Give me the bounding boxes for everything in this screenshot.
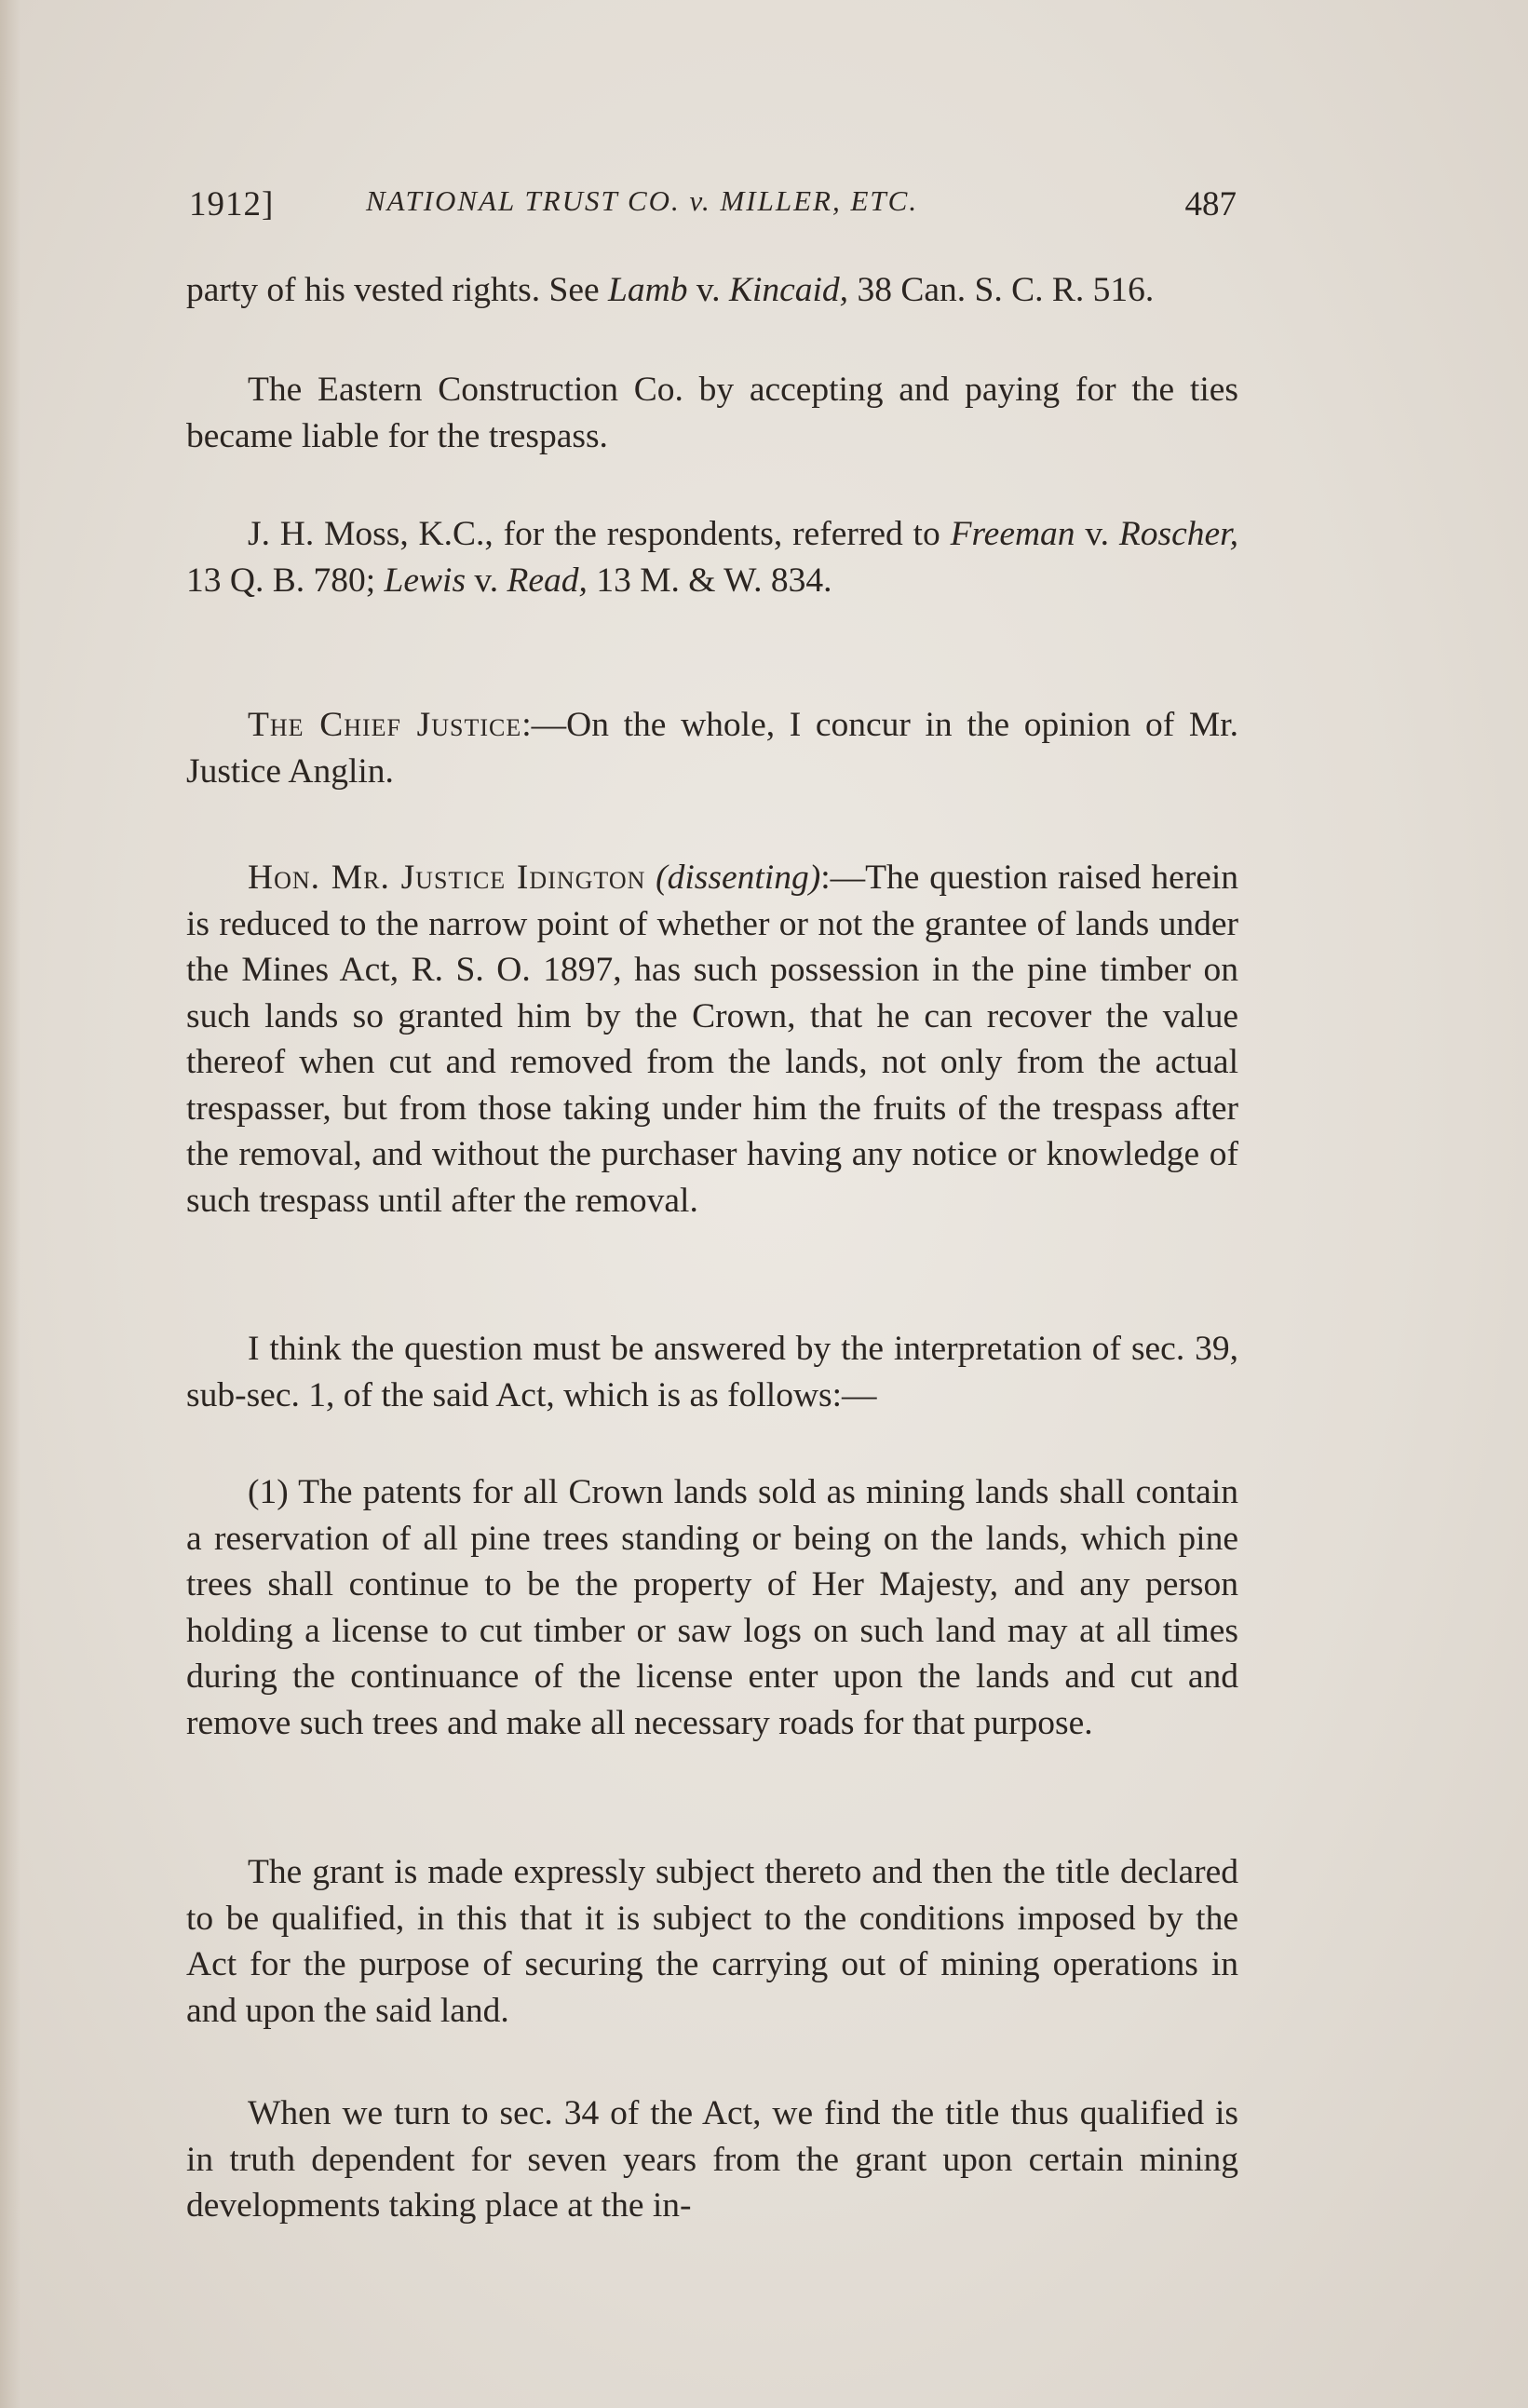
paragraph-8: The grant is made expressly subject thereto and then the title declared to be qualified, in this that it is subject to the conditions imposed by the Act for the purpose of securing the carrying out of mining operations in and upon the said land. [186,1853,1238,2030]
case-party-name: Kincaid, [728,271,849,309]
statute-quote: (1) The patents for all Crown lands sold as mining lands shall contain a reservation of all pine trees standing or being on the lands, which pine trees shall continue to be the property of Her Majesty, and any person holding a license to cut timber or saw logs on such land may at all times during the continuance of the license enter upon the lands and cut and remove such trees and make all necessary roads for that purpose. [186,1473,1238,1742]
page-binding-edge [0,0,20,2408]
paragraph-9: When we turn to sec. 34 of the Act, we find the title thus qualified is in truth dependent for seven years from the grant upon certain mining developments taking place at the in- [186,2094,1238,2225]
paragraph-2: The Eastern Construction Co. by accepting and paying for the ties became liable for the trespass. [186,371,1238,455]
speaker-name: Hon. Mr. Justice Idington [248,859,646,897]
paragraph-text: 13 Q. B. 780; [186,561,385,600]
paragraph-text: :—The question raised herein is reduced to the narrow point of whether or not the grantee of lands under the Mines Act, R. S. O. 1897, has such possession in the pine timber on such lands so granted him by the Crown, that he can recover the value thereof when cut and removed from the lands, not only from the actual trespasser, but from those taking under him the fruits of the trespass after the removal, and without the purchaser having any notice or knowledge of such trespass until after the removal. [186,859,1239,1220]
dissenting-note: (dissenting) [656,859,821,897]
case-party-name: Lewis [384,561,467,600]
header-year: 1912] [189,185,275,223]
paragraph-text: party of his vested rights. See [186,271,609,309]
case-party-name: Read, [507,561,588,600]
paragraph-text: v. [1075,515,1119,553]
paragraph-text: 13 M. & W. 834. [587,561,832,600]
page-header [189,184,1237,240]
paragraph-idington [186,855,1238,1224]
running-title: NATIONAL TRUST CO. v. MILLER, ETC. [366,184,919,217]
paragraph-text: J. H. Moss, K.C., for the respondents, referred to [248,515,951,553]
page-number: 487 [1184,185,1237,223]
paragraph-6: I think the question must be answered by the interpretation of sec. 39, sub-sec. 1, of the said Act, which is as follows:— [186,1330,1238,1414]
paragraph-1 [186,267,1238,314]
paragraph-chief-justice [186,702,1238,794]
speaker-name: The Chief Justice [248,706,522,744]
case-party-name: Lamb [608,271,688,309]
paragraph-text: :—On the whole, I concur in the opinion of Mr. Justice Anglin. [186,706,1239,791]
paragraph-counsel [186,511,1238,603]
paragraph-text: v. [466,561,507,600]
case-party-name: Roscher, [1118,515,1238,553]
paragraph-text: v. [687,271,729,309]
case-party-name: Freeman [950,515,1075,553]
paragraph-text: 38 Can. S. C. R. 516. [848,271,1155,309]
